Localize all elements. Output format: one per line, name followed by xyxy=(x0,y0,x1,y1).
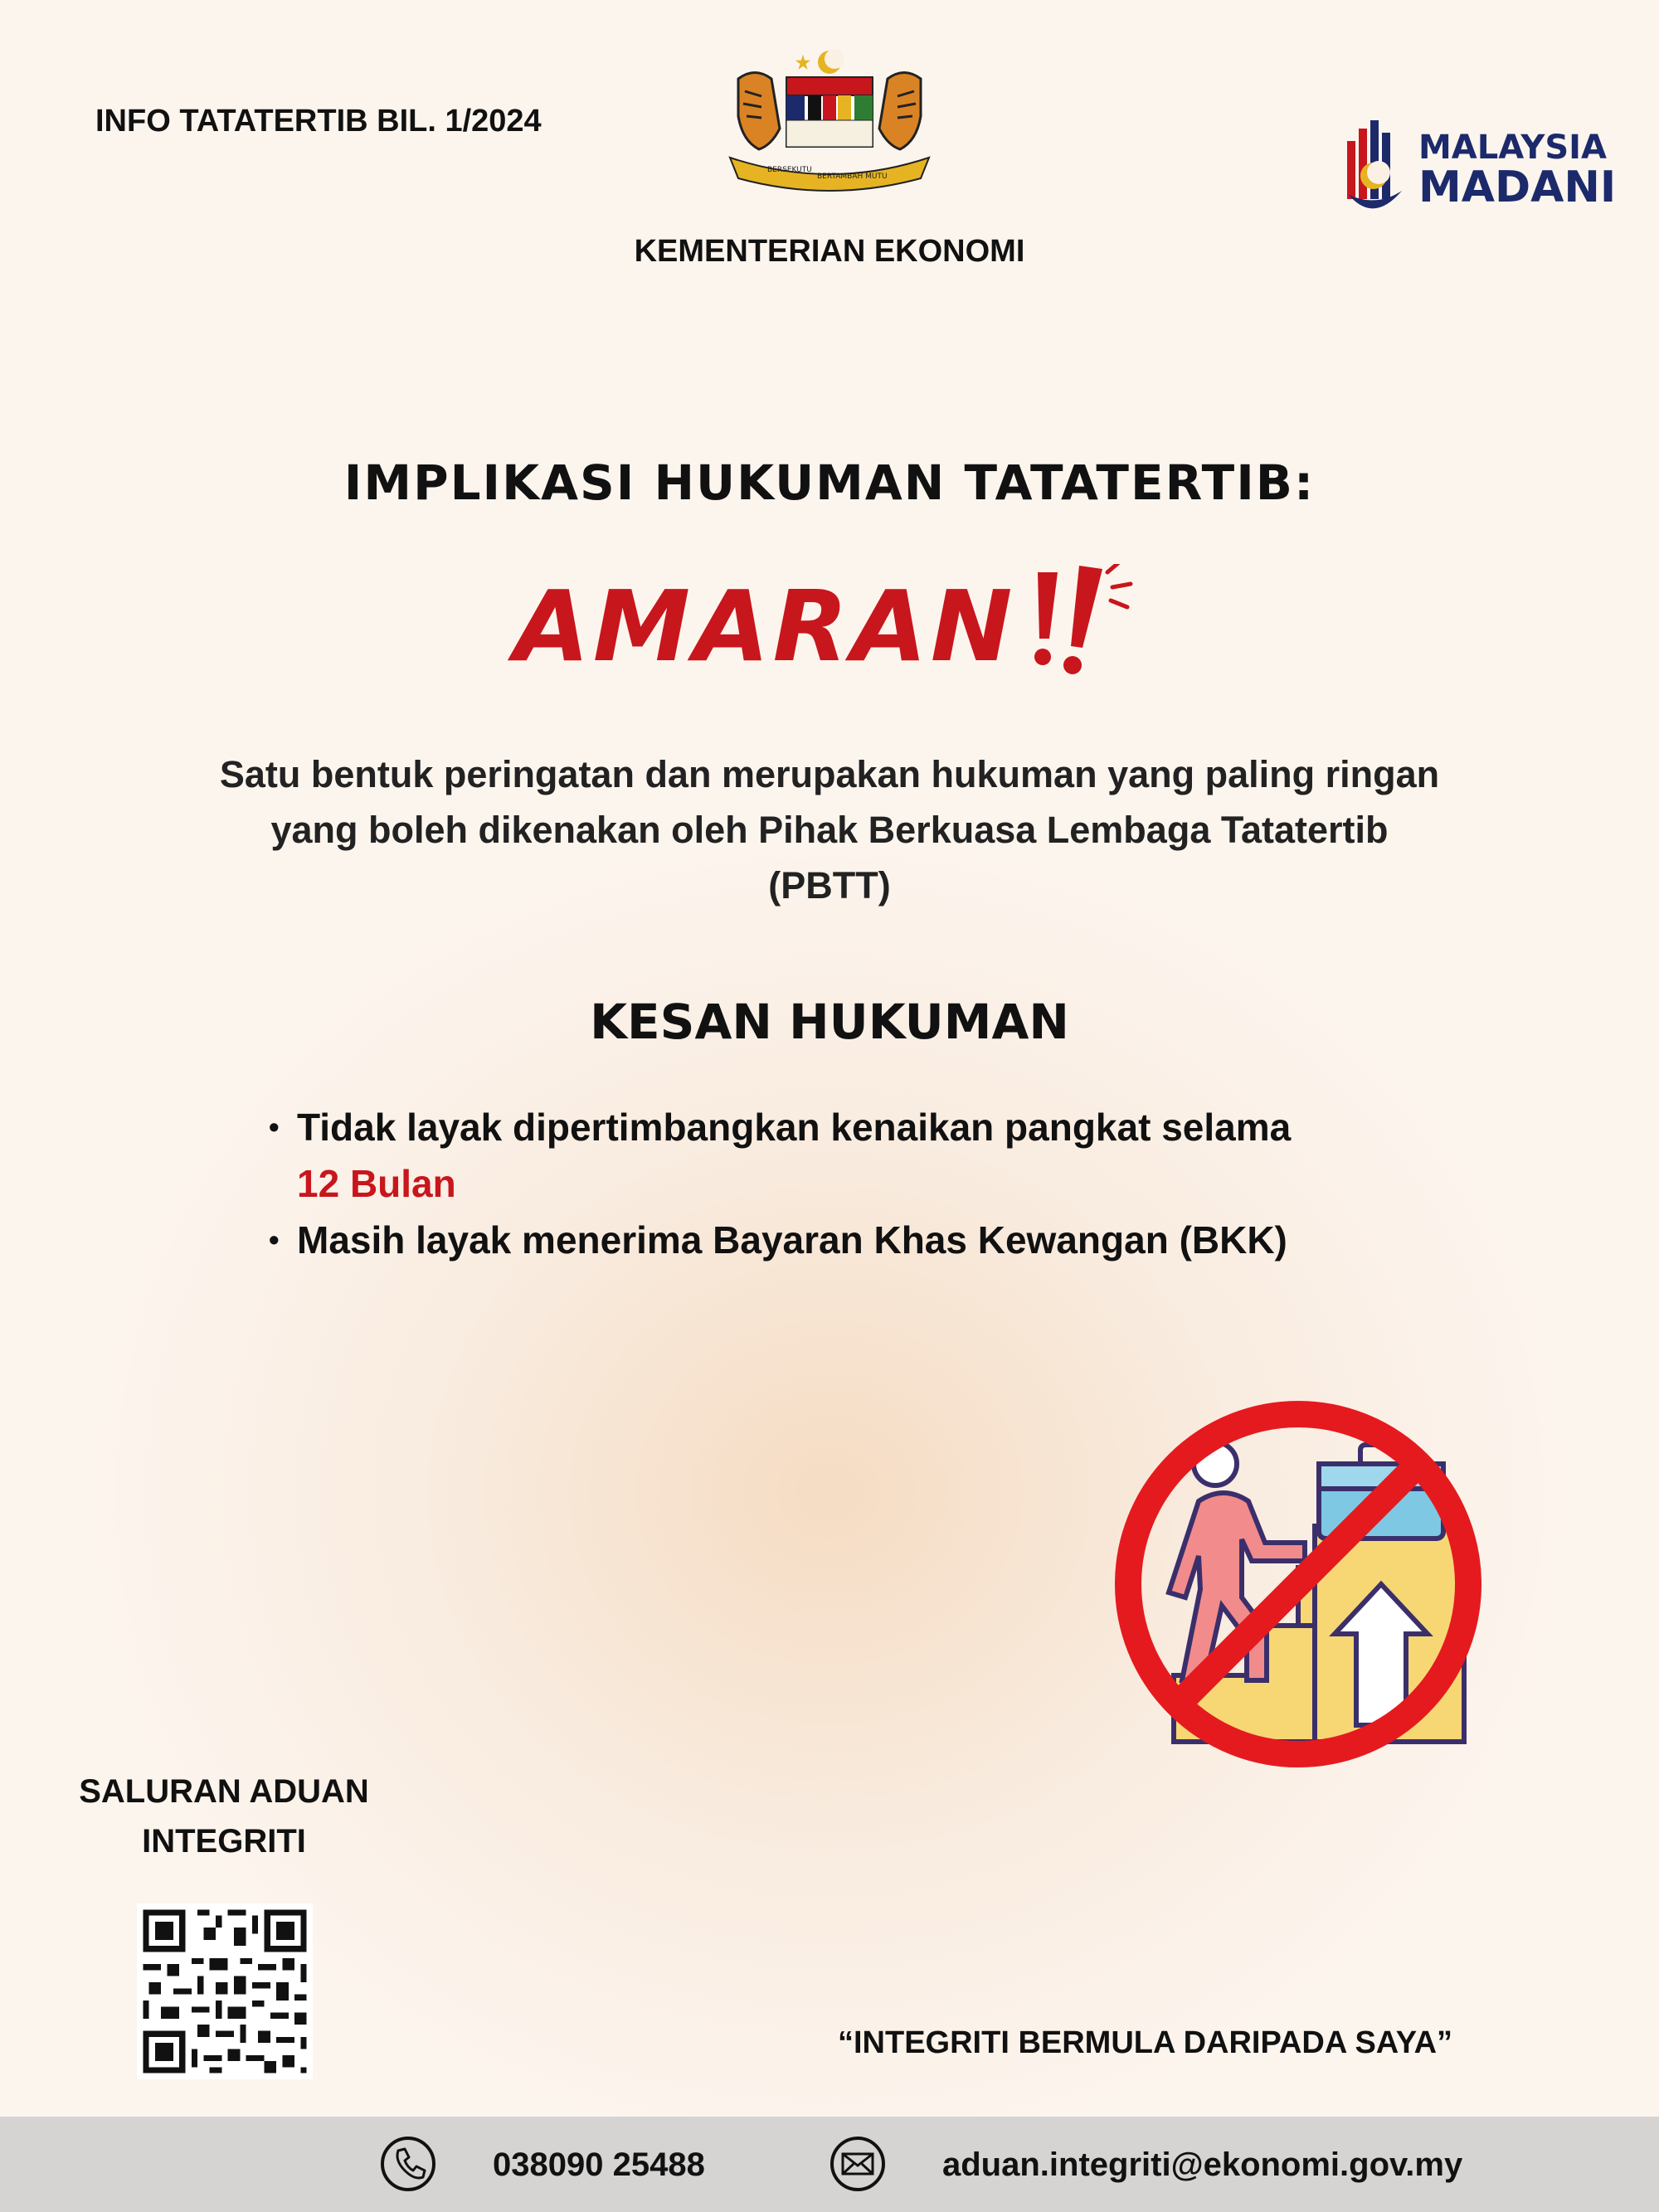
phone-icon xyxy=(380,2136,436,2192)
info-label: INFO TATATERTIB BIL. 1/2024 xyxy=(95,104,542,139)
effects-list xyxy=(265,1099,1468,1268)
phone-number[interactable]: 038090 25488 xyxy=(493,2146,705,2183)
warning-word: AMARAN xyxy=(513,569,1016,683)
exclamation-icon xyxy=(1021,564,1146,688)
effect-highlight: 12 Bulan xyxy=(297,1162,456,1205)
effects-heading: KESAN HUKUMAN xyxy=(590,994,1069,1050)
email-address[interactable]: aduan.integriti@ekonomi.gov.my xyxy=(942,2146,1463,2183)
qr-code[interactable] xyxy=(137,1903,313,2079)
mail-icon xyxy=(830,2136,886,2192)
madani-line2: MADANI xyxy=(1418,163,1617,212)
complaint-channel-label: SALURAN ADUAN INTEGRITI xyxy=(79,1773,369,1860)
ministry-name: KEMENTERIAN EKONOMI xyxy=(634,234,1025,269)
warning-title xyxy=(0,564,1659,688)
madani-emblem-icon xyxy=(1342,116,1408,220)
malaysia-madani-logo xyxy=(1342,116,1617,220)
no-promotion-icon xyxy=(1107,1393,1489,1775)
slogan: “INTEGRITI BERMULA DARIPADA SAYA” xyxy=(838,2025,1453,2060)
madani-wordmark xyxy=(1418,129,1617,212)
coat-of-arms-logo xyxy=(713,46,946,195)
madani-line1: MALAYSIA xyxy=(1418,129,1607,167)
list-item xyxy=(265,1212,1468,1268)
page-heading: IMPLIKASI HUKUMAN TATATERTIB: xyxy=(343,455,1316,511)
crest-motto-right: BERTAMBAH MUTU xyxy=(817,173,888,181)
list-item xyxy=(265,1099,1468,1212)
description: Satu bentuk peringatan dan merupakan hukuman yang paling ringan yang boleh dikenakan oleh Pihak Berkuasa Lembaga Tatatertib (PBTT) xyxy=(219,753,1440,907)
effect-text: Tidak layak dipertimbangkan kenaikan pangkat selama xyxy=(297,1106,1292,1149)
crest-motto-left: BERSEKUTU xyxy=(767,166,812,174)
effect-text: Masih layak menerima Bayaran Khas Kewangan (BKK) xyxy=(297,1218,1287,1262)
